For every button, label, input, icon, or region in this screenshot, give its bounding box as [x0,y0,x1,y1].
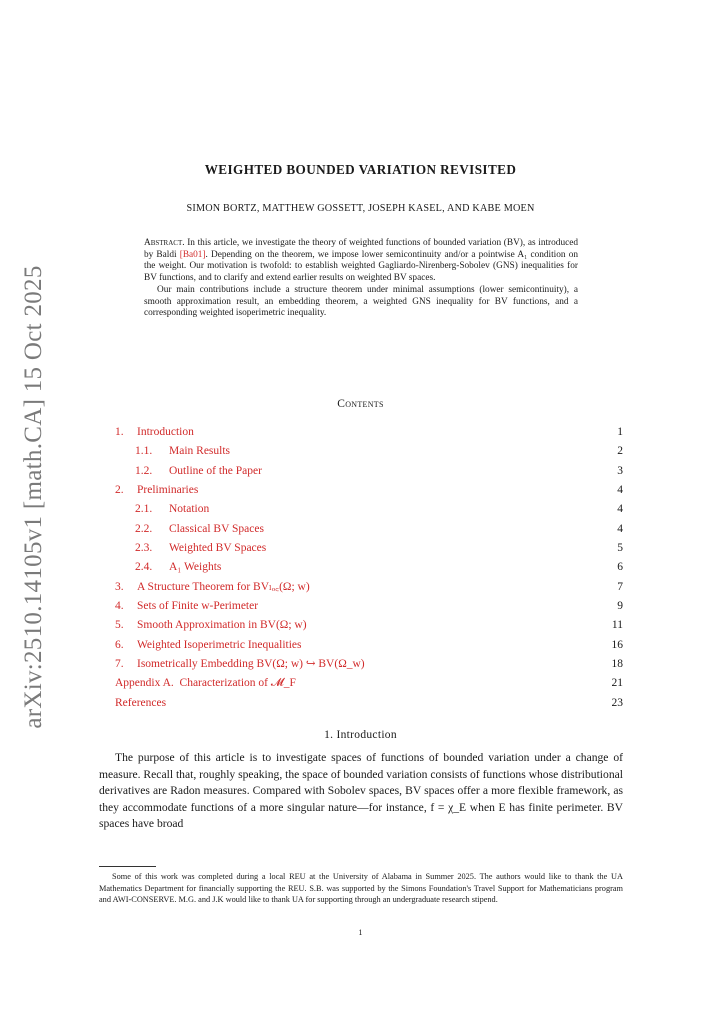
toc-entry-number: Appendix A. [115,677,174,690]
toc-entry-number: 2. [115,484,124,497]
toc-entry-number: 1.1. [135,445,153,458]
arxiv-side-stamp [0,0,60,1019]
toc-entry[interactable] [115,424,623,443]
toc-entry[interactable] [115,559,623,578]
toc-entry-link[interactable] [135,463,262,479]
toc-entry-link[interactable] [115,617,307,633]
toc-entry-link[interactable] [115,656,365,672]
intro-paragraph: The purpose of this article is to investigate spaces of functions of bounded variation under a change of measure. Recall that, roughly speaking, the space of bounded variation consists of functions whose distributional derivatives are Radon measures. Compared with Sobolev spaces, BV spaces offer a more flexible framework, as they accommodate functions of a more singular nature—for instance, f = χ_E when E has finite perimeter. BV spaces have broad [99,751,623,831]
footnote-rule [99,866,156,867]
toc-entry[interactable] [115,463,623,482]
toc-entry-link[interactable] [135,559,221,575]
toc-entry-page: 4 [617,522,623,535]
toc-entry-label: Weighted BV Spaces [169,542,267,555]
toc-entry-number: 5. [115,619,124,632]
abstract-paragraph-1 [144,238,578,285]
toc-entry-label: Outline of the Paper [169,464,262,477]
footnote-text: Some of this work was completed during a local REU at the University of Alabama in Summer 2025. The authors would like to thank the UA Mathematics Department for financially supporting the REU. S.B. was supported by the Simons Foundation's Travel Support for Mathematicians program and AWI-CONSERVE. M.G. and J.K would like to thank UA for supporting through an undergraduate research stipend. [99,872,623,904]
toc-entry-label: Notation [169,503,210,516]
toc-entry-page: 1 [617,426,623,438]
toc-entry-label: Sets of Finite w-Perimeter [137,600,259,613]
toc-entry-link[interactable] [135,540,266,556]
toc-entry-number: 4. [115,600,124,613]
arxiv-identifier: arXiv:2510.14105v1 [math.CA] 15 Oct 2025 [20,265,47,729]
author-list: SIMON BORTZ, MATTHEW GOSSETT, JOSEPH KASEL, AND KABE MOEN [186,203,535,214]
contents-heading: Contents [337,398,384,410]
toc-entry-label: Classical BV Spaces [169,522,264,535]
toc-entry-label: Introduction [137,426,194,438]
toc-entry-page: 5 [617,542,623,555]
toc-entry-number: 1.2. [135,464,153,477]
paper-title: WEIGHTED BOUNDED VARIATION REVISITED [204,162,517,177]
toc-entry[interactable] [115,598,623,617]
toc-entry-page: 18 [611,658,623,671]
body-text [99,750,623,833]
toc-entry-page: 3 [617,464,623,477]
toc-entry-page: 16 [611,638,623,651]
toc-entry[interactable] [115,617,623,636]
abstract-text-b: . Depending on the theorem, we impose lower semicontinuity and/or a pointwise A₁ condition on the weight. Our motivation is twofold: to establish weighted Gagliardo-Nirenberg-Sobolev (GNS) inequalities for BV functions, and to clarify and extend earlier results on weighted BV spaces. [144,249,578,284]
toc-entry-number: 3. [115,580,124,593]
toc-entry-number: 2.2. [135,522,153,535]
toc-entry-label: Weighted Isoperimetric Inequalities [137,638,302,651]
toc-entry-link[interactable] [115,482,198,498]
toc-entry[interactable] [115,579,623,598]
toc-entry-link[interactable] [135,443,230,459]
toc-entry-page: 23 [611,696,623,709]
toc-entry-label: Preliminaries [137,484,199,497]
toc-entry-link[interactable] [115,637,302,653]
toc-entry-link[interactable] [135,501,209,517]
toc-entry-page: 4 [617,484,623,497]
toc-entry-number: 2.1. [135,503,153,516]
toc-entry[interactable] [115,443,623,462]
toc-entry-number: 6. [115,638,124,651]
toc-entry-number: 2.3. [135,542,153,555]
toc-entry[interactable] [115,501,623,520]
citation-link[interactable]: [Ba01] [179,249,206,260]
toc-entry[interactable] [115,637,623,656]
toc-entry-link[interactable] [115,675,296,691]
page-number: 1 [358,928,363,937]
toc-entry[interactable] [115,540,623,559]
toc-entry[interactable] [115,521,623,540]
toc-entry[interactable] [115,695,623,714]
toc-entry-page: 9 [617,600,623,613]
footnote [99,871,623,906]
toc-entry-page: 4 [617,503,623,516]
toc-entry-link[interactable] [115,695,166,711]
toc-entry-page: 6 [617,561,623,574]
toc-entry-page: 7 [617,580,623,593]
toc-entry-page: 21 [611,677,623,690]
table-of-contents [115,424,623,714]
toc-entry-number: 7. [115,658,124,671]
abstract-paragraph-2: Our main contributions include a structure theorem under minimal assumptions (lower semicontinuity), a smooth approximation result, an embedding theorem, a weighted GNS inequality for BV functions, and a corresponding weighted isoperimetric inequality. [144,284,578,319]
toc-entry-link[interactable] [135,521,264,537]
toc-entry-link[interactable] [115,579,310,595]
toc-entry-label: A₁ Weights [169,561,222,574]
toc-entry-page: 11 [611,619,623,632]
toc-entry[interactable] [115,675,623,694]
toc-entry-page: 2 [617,445,623,458]
toc-entry-label: A Structure Theorem for BVₗₒ꜀(Ω; w) [137,580,310,593]
toc-entry-label: Characterization of 𝓜_F [179,677,296,690]
toc-entry-label: Smooth Approximation in BV(Ω; w) [137,619,307,632]
toc-entry-number: 2.4. [135,561,153,574]
toc-entry-label: Main Results [169,445,231,458]
toc-entry[interactable] [115,482,623,501]
toc-entry[interactable] [115,656,623,675]
toc-entry-label: References [115,696,167,709]
toc-entry-number: 1. [115,426,124,438]
toc-entry-link[interactable] [115,424,194,440]
abstract [144,238,578,320]
abstract-text-a: In this article, we investigate the theory of weighted functions of bounded variation (BV), as introduced by Baldi [144,238,578,260]
abstract-label: Abstract. [144,238,185,248]
section-heading: 1. Introduction [324,729,397,741]
toc-entry-link[interactable] [115,598,258,614]
toc-entry-label: Isometrically Embedding BV(Ω; w) ↪ BV(Ω_w) [137,658,365,671]
